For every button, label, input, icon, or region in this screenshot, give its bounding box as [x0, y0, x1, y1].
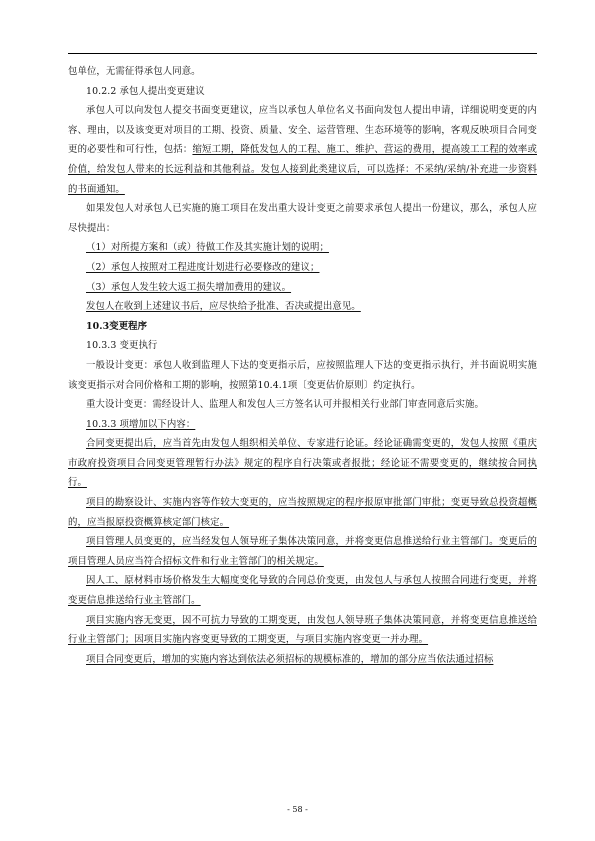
text-segment: 项目实施内容无变更，因不可抗力导致的工期变更，由发包人领导班子集体决策同意，并将变更信息推送给行业主管部门；因项目实施内容变更导致的工期变更，与项目实施内容变更一并办理。: [68, 614, 537, 646]
text-segment: 重大设计变更：需经设计人、监理人和发包人三方签名认可并报相关行业部门审查同意后实施。: [86, 399, 484, 411]
paragraph: [68, 395, 537, 415]
paragraph: [68, 571, 537, 610]
text-segment: 10.3.3 变更执行: [86, 340, 158, 352]
text-segment: 缩短工期，降低发包人的工程、施工、维护、营运的费用，提高竣工工程的效率或价值，给发包人带来的长远利益和其他利益。发包人接到此类建议后，可以选择：不采纳/采纳/补充进一步资料的书面通知。: [68, 144, 537, 195]
paragraph: [68, 356, 537, 395]
text-segment: 项目管理人员变更的，应当经发包人领导班子集体决策同意，并将变更信息推送给行业主管部门。变更后的项目管理人员应当符合招标文件和行业主管部门的相关规定。: [68, 536, 537, 567]
text-segment: 项目合同变更后，增加的实施内容达到依法必须招标的规模标准的，增加的部分应当依法通过招标: [86, 653, 494, 665]
text-segment: 承包人可以向发包人提交书面变更建议，应当以承包人单位名义书面向发包人提出申请，详细说明变更的内容、理由，以及该变更对项目的工期、投资、质量、安全、运营管理、生态环境等的影响，客观反映项目合同变更的必要性和可行性，包括：: [68, 105, 537, 156]
header-rule: [68, 53, 537, 54]
text-segment: 合同变更提出后，应当首先由发包人组织相关单位、专家进行论证。经论证确需变更的，发包人按照《重庆市政府投资项目合同变更管理暂行办法》规定的程序自行决策或者报批；经论证不需要变更的，继续按合同执行。: [68, 438, 537, 489]
text-segment: （2）承包人按照对工程进度计划进行必要修改的建议；: [86, 261, 320, 273]
paragraph: [68, 101, 537, 199]
paragraph: [68, 434, 537, 493]
page-number: - 58 -: [287, 805, 308, 814]
paragraph: [68, 493, 537, 532]
paragraph: [68, 650, 537, 670]
paragraph: [68, 278, 537, 298]
paragraph: [68, 258, 537, 278]
paragraph: [68, 82, 537, 102]
text-segment: （3）承包人发生较大返工损失增加费用的建议。: [86, 281, 292, 293]
text-segment: 10.3.3 项增加以下内容：: [86, 418, 196, 430]
paragraph: [68, 317, 537, 337]
text-segment: 包单位，无需征得承包人同意。: [68, 66, 201, 77]
text-segment: 一般设计变更：承包人收到监理人下达的变更指示后，应按照监理人下达的变更指示执行，并书面说明实施该变更指示对合同价格和工期的影响，按照第10.4.1项〔变更估价原则〕约定执行。: [68, 359, 537, 391]
paragraph: [68, 199, 537, 238]
paragraph: [68, 297, 537, 317]
text-segment: 发包人在收到上述建议书后，应尽快给予批准、否决或提出意见。: [86, 301, 361, 313]
text-segment: 因人工、原材料市场价格发生大幅度变化导致的合同总价变更，由发包人与承包人按照合同进行变更，并将变更信息推送给行业主管部门。: [68, 575, 537, 607]
paragraph: [68, 415, 537, 435]
paragraph: [68, 532, 537, 571]
text-segment: 如果发包人对承包人已实施的施工项目在发出重大设计变更之前要求承包人提出一份建议，那么，承包人应尽快提出：: [68, 203, 537, 234]
text-segment: 10.3变更程序: [86, 320, 148, 332]
text-segment: 项目的勘察设计、实施内容等作较大变更的，应当按照规定的程序报原审批部门审批；变更导致总投资超概的，应当报原投资概算核定部门核定。: [68, 497, 537, 528]
text-segment: 10.2.2 承包人提出变更建议: [86, 85, 205, 97]
text-segment: （1）对所提方案和（或）待做工作及其实施计划的说明；: [86, 242, 329, 254]
paragraph: [68, 238, 537, 258]
paragraph: [68, 611, 537, 650]
paragraph: [68, 62, 537, 82]
paragraph: [68, 336, 537, 356]
body-text: [68, 62, 537, 669]
